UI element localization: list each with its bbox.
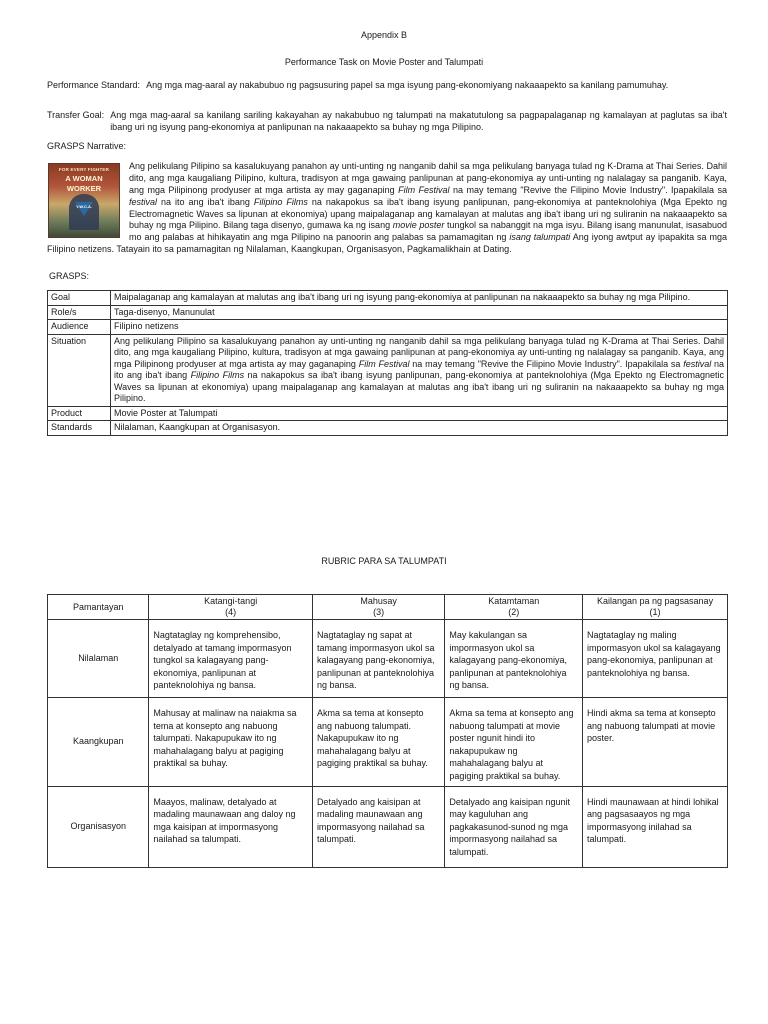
- table-cell-key: Audience: [48, 320, 111, 335]
- situation-italic: Film Festival: [358, 358, 410, 369]
- narrative-italic: isang talumpati: [509, 232, 571, 243]
- poster-headline: A WOMAN WORKER: [65, 174, 103, 193]
- table-row: [48, 421, 728, 436]
- level-score: (1): [649, 607, 661, 617]
- level-name: Katangi-tangi: [204, 596, 258, 607]
- narrative-text: Ang pelikulang Pilipino sa kasalukuyang panahon ay unti-unting ng nanganib dahil sa mga pelikulang banyaga tulad ng K-Drama at Thai Series. Dahil dito, ang mga kaugaliang Pilipino, kultura, tradisyon at mga gawaing panlipunan at pang-ekonomiya ay unti-unting ng nalalagay sa panganib. Kaya, ang mga Pilipinong prodyuser at mga artista ay may gaganaping: [129, 161, 727, 195]
- narrative-text: tungkol sa nabanggit na mga isyu. Bilang isang manunulat, isasabuod mo ang palabas at hihikayatin ang mga Pilipino na panoorin ang palabas sa pamamagitan ng: [129, 220, 727, 243]
- table-row: [48, 320, 728, 335]
- rubric-cell: Hindi maunawaan at hindi lohikal ang pagsasaayos ng mga impormasyong inilahad sa talumpati.: [583, 786, 728, 867]
- performance-standard-label: Performance Standard:: [47, 80, 141, 90]
- situation-italic: Filipino Films: [190, 370, 245, 381]
- rubric-header-level-4: [149, 595, 313, 620]
- situation-text: Ang pelikulang Pilipino sa kasalukuyang panahon ay unti-unting ng nanganib dahil sa mga pelikulang banyaga tulad ng K-Drama at Thai Series. Dahil dito, ang mga kaugaliang Pilipino, kultura, tradisyon at mga gawaing panlipunan at pang-ekonomiya ay unti-unting ng nalalagay sa panganib. Kaya, ang mga Pilipinong prodyuser at mga artista ay may gaganaping: [114, 335, 724, 369]
- table-cell-value: Maipalaganap ang kamalayan at malutas ang iba't ibang uri ng isyung pang-ekonomiya at panlipunan na nakaaapekto sa buhay ng mga Pilipino.: [111, 291, 728, 306]
- movie-poster-image: [48, 163, 120, 238]
- table-cell-key: Product: [48, 406, 111, 421]
- rubric-criterion: Organisasyon: [48, 786, 149, 867]
- rubric-cell: Maayos, malinaw, detalyado at madaling maunawaan ang daloy ng mga kaisipan at impormasyong nailahad sa talumpati.: [149, 786, 313, 867]
- level-score: (3): [373, 607, 385, 617]
- transfer-goal-text: Ang mga mag-aaral sa kanilang sariling kakayahan ay nakabubuo ng talumpati na makatutulong sa pagpapalaganap ng kamalayan at paglutas sa iba't ibang uri ng isyung pang-ekonomiya at panlipunan na nakaaapekto sa buhay ng mga Pilipino.: [110, 110, 727, 132]
- table-cell-value: Filipino netizens: [111, 320, 728, 335]
- rubric-row: [48, 620, 728, 698]
- rubric-cell: Akma sa tema at konsepto ang nabuong talumpati at movie poster ngunit hindi ito nakapupukaw ng mahahalagang balyu at pagiging praktikal sa buhay.: [445, 698, 583, 787]
- situation-text: na may temang "Revive the Filipino Movie Industry". Ipapakilala sa: [409, 358, 684, 369]
- rubric-cell: Nagtataglay ng komprehensibo, detalyado at tamang impormasyon tungkol sa kalagayang pang-ekonomiya, panlipunan at panteknolohiya ng bansa.: [149, 620, 313, 698]
- grasps-narrative-label: GRASPS Narrative:: [47, 141, 127, 151]
- rubric-header-level-1: [583, 595, 728, 620]
- table-row: [48, 305, 728, 320]
- rubric-cell: Akma sa tema at konsepto ang nabuong talumpati. Nakapupukaw ito ng mahahalagang balyu at pagiging praktikal sa buhay.: [312, 698, 444, 787]
- appendix-label: Appendix B: [360, 30, 408, 40]
- rubric-row: [48, 786, 728, 867]
- narrative-italic: movie poster: [392, 220, 445, 231]
- table-cell-key: Role/s: [48, 305, 111, 320]
- rubric-cell: Mahusay at malinaw na naiakma sa tema at konsepto ang nabuong talumpati. Nakapupukaw ito ng mahahalagang balyu at pagiging praktikal sa buhay.: [149, 698, 313, 787]
- rubric-criterion: Kaangkupan: [48, 698, 149, 787]
- narrative-text: na nakapokus sa iba't ibang isyung panlipunan, pang-ekonomiya at panteknolohiya (Mga Epekto ng Electromagnetic Waves sa lipunan at ekonomiya) upang maipalaganap ang kamalayan at malutas ang iba't ibang uri ng suliranin na nakaaapekto sa buhay ng mga Pilipino. Bilang taga disenyo, gumawa ka ng isang: [129, 196, 727, 231]
- rubric-cell: May kakulangan sa impormasyon ukol sa kalagayang pang-ekonomiya, panlipunan at panteknolohiya ng bansa.: [445, 620, 583, 698]
- narrative-italic: Filipino Films: [253, 196, 308, 207]
- table-row: [48, 406, 728, 421]
- narrative-italic: Film Festival: [398, 184, 450, 195]
- rubric-header-level-2: [445, 595, 583, 620]
- situation-text: na ito ang iba't ibang: [114, 358, 724, 381]
- rubric-cell: Nagtataglay ng sapat at tamang impormasyon ukol sa kalagayang pang-ekonomiya, panlipunan at panteknolohiya ng bansa.: [312, 620, 444, 698]
- level-name: Mahusay: [360, 596, 397, 607]
- table-cell-value: [111, 334, 728, 406]
- poster-emblem-text: Y.W.C.A.: [75, 204, 92, 209]
- grasps-narrative: [47, 161, 727, 256]
- rubric-cell: Detalyado ang kaisipan ngunit may kaguluhan ang pagkakasunod-sunod ng mga impormasyong nailahad sa talumpati.: [445, 786, 583, 867]
- transfer-goal-label: Transfer Goal:: [47, 110, 105, 120]
- table-cell-value: Taga-disenyo, Manunulat: [111, 305, 728, 320]
- rubric-cell: Nagtataglay ng maling impormasyon ukol sa kalagayang pang-ekonomiya, panlipunan at panteknolohiya ng bansa.: [583, 620, 728, 698]
- level-name: Kailangan pa ng pagsasanay: [596, 596, 714, 607]
- rubric-header-level-3: [312, 595, 444, 620]
- level-score: (4): [225, 607, 237, 617]
- narrative-text: Ang iyong awtput ay ipapakita sa mga Filipino netizens. Tatayain ito sa pamamagitan ng Nilalaman, Kaangkupan, Organisasyon, Pagkamalikhain at Dating.: [47, 232, 727, 255]
- rubric-row: [48, 698, 728, 787]
- rubric-header-row: [48, 595, 728, 620]
- table-cell-key: Standards: [48, 421, 111, 436]
- rubric-criterion: Nilalaman: [48, 620, 149, 698]
- narrative-text: na may temang "Revive the Filipino Movie Industry". Ipapakilala sa: [449, 184, 727, 195]
- rubric-header-criteria: Pamantayan: [48, 595, 149, 620]
- transfer-goal: [47, 110, 727, 134]
- narrative-italic: festival: [129, 196, 158, 207]
- rubric-cell: Detalyado ang kaisipan at madaling maunawaan ang impormasyong nailahad sa talumpati.: [312, 786, 444, 867]
- performance-standard-text: Ang mga mag-aaral ay nakabubuo ng pagsusuring papel sa mga isyung pang-ekonomiyang nakaaapekto sa kanilang pamumuhay.: [146, 80, 669, 90]
- level-name: Katamtaman: [488, 596, 540, 607]
- narrative-text: na ito ang iba't ibang: [157, 196, 254, 207]
- table-cell-key: Situation: [48, 334, 111, 406]
- rubric-table: [47, 594, 728, 868]
- grasps-table: [47, 290, 728, 436]
- poster-headline-small: FOR EVERY FIGHTER: [58, 167, 110, 172]
- rubric-title: RUBRIC PARA SA TALUMPATI: [321, 556, 447, 566]
- situation-italic: festival: [683, 358, 712, 369]
- table-row: [48, 291, 728, 306]
- grasps-label: GRASPS:: [49, 271, 90, 281]
- document-title: Performance Task on Movie Poster and Talumpati: [284, 57, 484, 67]
- table-cell-value: Movie Poster at Talumpati: [111, 406, 728, 421]
- situation-text: na nakapokus sa iba't ibang isyung panlipunan, pang-ekonomiya at panteknolohiya (Mga Epekto ng Electromagnetic Waves sa lipunan at ekonomiya) upang maipalaganap ang kamalayan at malutas ang iba't ibang uri ng suliranin na nakaaapekto sa buhay ng mga Pilipino.: [114, 370, 724, 404]
- level-score: (2): [508, 607, 520, 617]
- table-row: [48, 334, 728, 406]
- table-cell-value: Nilalaman, Kaangkupan at Organisasyon.: [111, 421, 728, 436]
- table-cell-key: Goal: [48, 291, 111, 306]
- performance-standard: [47, 80, 727, 92]
- rubric-cell: Hindi akma sa tema at konsepto ang nabuong talumpati at movie poster.: [583, 698, 728, 787]
